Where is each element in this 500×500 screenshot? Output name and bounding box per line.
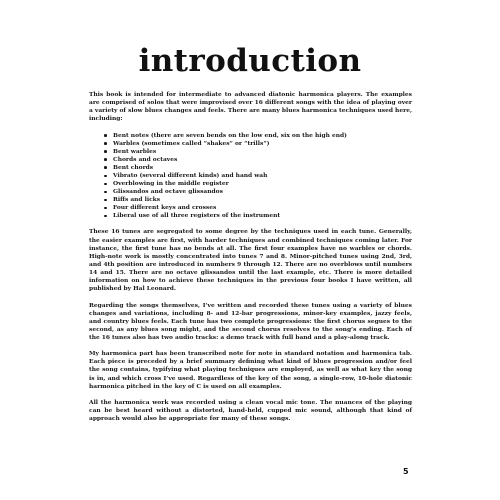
- bullet-icon: [104, 142, 107, 145]
- body-paragraph: Regarding the songs themselves, I’ve written and recorded these tunes using a variety of blues changes and variations, including 8- and 12-bar progressions, minor-key examples, jazzy feels, and country blues feels. Each tune has two complete progressions: the first chorus segues to the second, as any blues song might, and the second chorus resolves to the song’s ending. Each of the 16 tunes also has two audio tracks: a demo track with full band and a play-along track.: [89, 301, 412, 341]
- list-item-text: Warbles (sometimes called “shakes” or “trills”): [113, 139, 270, 147]
- list-item: [104, 148, 412, 156]
- bullet-icon: [104, 134, 107, 137]
- list-item: [104, 180, 412, 188]
- bullet-icon: [104, 166, 107, 169]
- list-item: [104, 164, 412, 172]
- bullet-icon: [104, 183, 107, 186]
- list-item: [104, 204, 412, 212]
- bullet-icon: [104, 158, 107, 161]
- list-item-text: Overblowing in the middle register: [113, 179, 229, 187]
- bullet-icon: [104, 215, 107, 218]
- body-text: [89, 91, 412, 423]
- list-item: [104, 132, 412, 140]
- intro-paragraph: This book is intended for intermediate to advanced diatonic harmonica players. The examples are comprised of solos that were improvised over 16 different songs with the idea of playing over a variety of slow blues changes and feels. There are many blues harmonica techniques used here, including:: [89, 91, 412, 123]
- list-item: [104, 172, 412, 180]
- list-item: [104, 156, 412, 164]
- list-item-text: Chords and octaves: [113, 155, 178, 163]
- body-paragraph: My harmonica part has been transcribed note for note in standard notation and harmonica tab. Each piece is preceded by a brief summary defining what kind of blues progression and/or feel the song contains, typifying what playing techniques are employed, as well as what key the song is in, and which cross I’ve used. Regardless of the key of the song, a single-row, 10-hole diatonic harmonica pitched in the key of C is used on all examples.: [89, 350, 412, 390]
- list-item-text: Liberal use of all three registers of the instrument: [113, 212, 281, 220]
- bullet-icon: [104, 150, 107, 153]
- list-item-text: Bent warbles: [113, 147, 157, 155]
- page-title: introduction: [138, 43, 362, 79]
- list-item: [104, 212, 412, 220]
- list-item-text: Vibrato (several different kinds) and hand wah: [113, 171, 268, 179]
- list-item-text: Four different keys and crosses: [113, 204, 217, 212]
- list-item-text: Riffs and licks: [113, 196, 161, 204]
- list-item: [104, 140, 412, 148]
- body-paragraph: All the harmonica work was recorded using a clean vocal mic tone. The nuances of the playing can be best heard without a distorted, hand-held, cupped mic sound, although that kind of approach would also be appropriate for many of these songs.: [89, 399, 412, 423]
- list-item-text: Glissandos and octave glissandos: [113, 188, 223, 195]
- list-item: [104, 188, 412, 196]
- list-item-text: Bent chords: [113, 163, 154, 171]
- page-number: 5: [403, 467, 409, 476]
- body-paragraph: These 16 tunes are segregated to some degree by the techniques used in each tune. Generally, the easier examples are first, with harder techniques and combined techniques coming later. For instance, the first tune has no bends at all. The first four examples have no warbles or chords. High-note work is mostly concentrated into tunes 7 and 8. Minor-pitched tunes using 2nd, 3rd, and 4th position are introduced in numbers 9 through 12. There are no overblows until numbers 14 and 15. There are no octave glissandos until the last example, etc. There is more detailed information on how to achieve these techniques in the previous four books I have written, all published by Hal Leonard.: [89, 228, 412, 293]
- bullet-icon: [104, 199, 107, 202]
- bullet-icon: [104, 175, 107, 178]
- list-item-text: Bent notes (there are seven bends on the low end, six on the high end): [113, 131, 347, 139]
- bullet-icon: [104, 191, 107, 194]
- technique-list: [89, 132, 412, 221]
- list-item: [104, 196, 412, 204]
- bullet-icon: [104, 207, 107, 210]
